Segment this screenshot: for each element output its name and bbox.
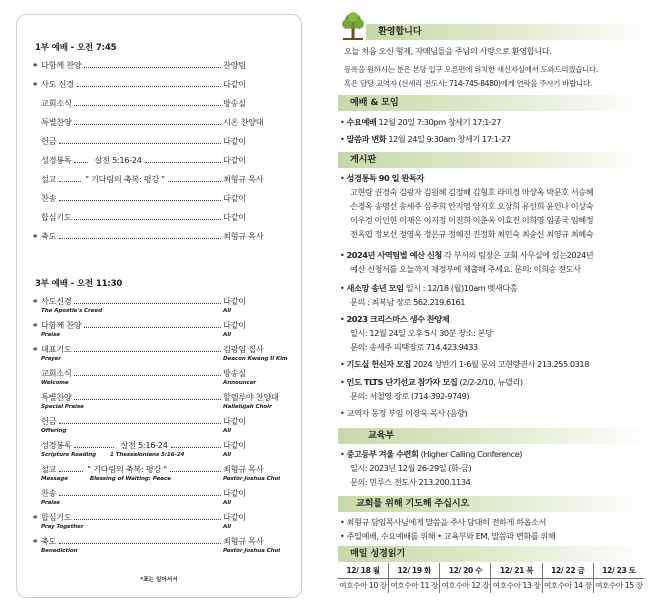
english-label: Praise	[41, 500, 60, 506]
english-label: Welcome	[41, 380, 69, 386]
reading-title: 성경통독 90 일 완독자	[346, 173, 424, 183]
service3-row	[33, 463, 287, 475]
english-label: Benediction	[41, 548, 78, 554]
english-label: Praise	[41, 332, 60, 338]
order-label: 다함께 찬양	[41, 60, 82, 70]
reading-day: 12/ 22 금	[542, 563, 593, 578]
service1-row	[33, 154, 287, 166]
dot-leader	[59, 423, 221, 424]
order-leader: 다같이	[223, 296, 246, 306]
order-leader: 다같이	[223, 193, 246, 203]
service3-row	[33, 487, 287, 499]
welcome-registration: 등록을 원하시는 분은 본당 입구 오른편에 위치한 새신자실에서 도와드리겠습니다.	[344, 65, 598, 74]
order-leader: 최형규 목사	[223, 231, 264, 241]
service1-row	[33, 230, 287, 242]
xmas-contact: 문의: 송세주 피택장로 714.423.9433	[350, 342, 478, 352]
order-label: 다함께 찬양	[41, 320, 82, 330]
order-label: 헌금	[41, 136, 57, 146]
worship-item-name: 말씀과 변화	[346, 134, 387, 144]
welcome-line: 오늘 처음 오신 형제, 자매님들을 주님의 사랑으로 환영합니다.	[344, 46, 552, 56]
dot-leader	[59, 543, 221, 544]
sermon-title: " 기다림의 축복: 평강 "	[87, 464, 167, 474]
english-label: Offering	[41, 428, 67, 434]
service3-row	[33, 415, 287, 427]
mission-title: 인도 TLTS 단기선교 참가자 모집	[346, 377, 458, 387]
service3-row	[33, 391, 287, 403]
english-label: Prayer	[41, 356, 61, 362]
youth-retreat-when: 일시: 2023년 12월 26-29일 (화-금)	[350, 463, 472, 473]
service3-english-row	[41, 452, 285, 462]
prayer-text: 주일예배, 수요예배를 위해 • 교육부와 EM, 말씀과 변화를 위해	[346, 531, 556, 541]
english-leader: All	[223, 332, 231, 338]
order-leader: 김광임 집사	[223, 344, 264, 354]
dot-leader	[59, 200, 221, 201]
dot-leader	[74, 303, 221, 304]
youth-retreat-subtitle: (Higher Calling Conference)	[418, 449, 523, 459]
sermon-title: " 기다림의 축복: 평강 "	[85, 174, 165, 184]
scripture-ref: 살전 5:16-24	[120, 440, 168, 450]
order-label: 합심기도	[41, 512, 72, 522]
dot-leader	[171, 447, 221, 448]
service3-row	[33, 343, 287, 355]
service3-row	[33, 511, 287, 523]
prayer-header: 교회를 위해 기도해 주십시오	[338, 496, 648, 512]
dot-leader	[74, 105, 221, 106]
service3-row	[33, 439, 287, 451]
order-label: 찬송	[41, 193, 57, 203]
service3-title: 3부 예배 - 오전 11:30	[35, 279, 123, 289]
order-leader: 시온 찬양대	[223, 117, 264, 127]
stand-mark: *	[33, 297, 37, 307]
reading-day: 12/ 21 목	[491, 563, 542, 578]
order-leader: 최형규 목사	[223, 174, 264, 184]
english-leader: All	[223, 308, 231, 314]
prayer-item: • 최형규 담임목사님에게 말씀을 주사 담대히 전하게 하옵소서	[340, 517, 546, 527]
order-leader: 다같이	[223, 320, 246, 330]
service3-english-row	[41, 428, 285, 438]
order-label: 설교	[41, 174, 57, 184]
reading-day: 12/ 23 토	[593, 563, 644, 578]
english-label: Scripture Reading	[41, 452, 96, 458]
reading-day: 12/ 18 월	[338, 563, 389, 578]
worship-item-detail: 12월 20일 7:30pm 창세기 17:1-27	[376, 117, 501, 127]
daily-reading-table	[338, 563, 644, 593]
reading-chapter: 여호수아 15 장	[593, 578, 644, 593]
order-label: 설교	[41, 464, 57, 474]
budget-contact: 예산 신청서를 오늘까지 재정부에 제출해 주세요. 문의: 이희승 전도사	[350, 264, 581, 274]
youth-retreat: • 중고등부 겨울 수련회 (Higher Calling Conference)	[340, 449, 523, 459]
dot-leader	[74, 162, 88, 163]
reading-names: 손경옥 송명선 송세주 심주희 안지영 양지호 오상희 유선희 윤인나 이상숙	[350, 201, 594, 211]
reading-day: 12/ 20 수	[440, 563, 491, 578]
order-label: 교회소식	[41, 368, 72, 378]
service3-row	[33, 535, 287, 547]
xmas-notice: • 2023 크리스마스 생수 찬양제	[340, 314, 450, 324]
order-label: 축도	[41, 536, 57, 546]
xmas-when: 일시: 12월 24일 오후 5시 30분 장소: 본당	[350, 328, 493, 338]
welcome-contact: 혹은 담당 교역자 (선세리 전도사: 714-745-8480)에게 연락을 주시기 바랍니다.	[344, 79, 592, 88]
service3-english-row	[41, 404, 285, 414]
order-leader: 최형규 목사	[223, 536, 264, 546]
order-label: 사도신경	[41, 296, 72, 306]
order-leader: 다같이	[223, 79, 246, 89]
order-label: 교회소식	[41, 98, 72, 108]
stand-mark: *	[33, 61, 37, 71]
youth-retreat-title: 중고등부 겨울 수련회	[346, 449, 419, 459]
reading-chapter: 여호수아 12 장	[440, 578, 491, 593]
order-label: 성경봉독	[41, 155, 72, 165]
dot-leader	[77, 86, 221, 87]
mission-notice: • 인도 TLTS 단기선교 참가자 모집 (2/2-2/10, 뉴델리)	[340, 377, 523, 387]
order-leader: 방송실	[223, 368, 246, 378]
reading-chapter: 여호수아 10 장	[339, 581, 387, 591]
order-leader: 다같이	[223, 488, 246, 498]
order-label: 대표기도	[41, 344, 72, 354]
order-leader: 다같이	[223, 212, 246, 222]
english-label: Pray Together	[41, 524, 84, 530]
worship-item-wednesday: • 수요예배 12월 20일 7:30pm 창세기 17:1-27	[340, 117, 501, 127]
english-label: The Apostle's Creed	[41, 308, 102, 314]
newyear-notice: • 새소망 송년 모임 일시 : 12/18 (월)10am 벳새다홀	[340, 283, 518, 293]
service3-english-row	[41, 380, 285, 390]
order-label: 사도 신경	[41, 79, 74, 89]
english-sermon-title: Blessing of Waiting: Peace	[89, 476, 171, 482]
service3-english-row	[41, 332, 285, 342]
order-label: 특별찬양	[41, 117, 72, 127]
order-leader: 할렐루야 찬양대	[223, 392, 279, 402]
service3-english-row	[41, 548, 285, 558]
dot-leader	[59, 181, 81, 182]
stand-mark: *	[33, 321, 37, 331]
dot-leader	[74, 219, 221, 220]
stand-mark: *	[33, 80, 37, 90]
mission-contact: 문의: 서철영 장로 (714-392-9749)	[350, 391, 470, 401]
service3-english-row	[41, 524, 285, 534]
english-label: Special Praise	[41, 404, 84, 410]
order-label: 성경봉독	[41, 440, 72, 450]
english-leader: Pastor Joshua Choi	[223, 548, 281, 554]
english-label: Message	[41, 476, 68, 482]
newyear-title: 새소망 송년 모임	[346, 283, 404, 293]
stand-mark: *	[33, 232, 37, 242]
dot-leader	[170, 471, 221, 472]
order-leader: 다같이	[223, 512, 246, 522]
daily-reading-header: 매일 성경읽기	[338, 546, 648, 562]
board-header: 게시판	[338, 152, 648, 168]
prayer-room-notice: • 기도실 헌신자 모집 2024 상반기 1-6월 문의 고현량권사 213.255.0318	[340, 359, 589, 369]
service1-row	[33, 173, 287, 185]
education-header: 교육부	[338, 428, 648, 444]
dot-leader	[74, 375, 221, 376]
service3-row	[33, 295, 287, 307]
service3-english-row	[41, 308, 285, 318]
service3-row	[33, 319, 287, 331]
english-leader: All	[223, 524, 231, 530]
worship-item-word: • 말씀과 변화 12월 24일 9:30am 창세기 17:1-27	[340, 134, 511, 144]
service3-english-row	[41, 356, 288, 366]
english-leader: All	[223, 428, 231, 434]
staff-text: 교역자 동정 부임 이장욱 목사 (음향)	[346, 408, 468, 418]
service3-english-row	[41, 500, 285, 510]
stand-mark: *	[33, 345, 37, 355]
dot-leader	[74, 447, 114, 448]
mission-text: (2/2-2/10, 뉴델리)	[457, 377, 523, 387]
reading-chapter: 여호수아 14 장	[542, 578, 593, 593]
daily-reading-days	[338, 563, 644, 578]
prayer-room-text: 2024 상반기 1-6월 문의 고현량권사 213.255.0318	[411, 359, 589, 369]
service1-row	[33, 78, 287, 90]
english-leader: Hallelujah Choir	[223, 404, 272, 410]
service1-row	[33, 116, 287, 128]
worship-item-name: 수요예배	[346, 117, 377, 127]
order-leader: 최형규 목사	[223, 464, 264, 474]
english-leader: All	[223, 500, 231, 506]
service1-row	[33, 97, 287, 109]
reading-names: 고현량 권경숙 김광자 김원혜 김정혜 김형호 라미경 마상옥 박문호 서승혜	[350, 187, 594, 197]
reading-head: • 성경통독 90 일 완독자	[340, 173, 424, 183]
dot-leader	[59, 238, 221, 239]
english-leader: All	[223, 452, 231, 458]
order-label: 축도	[41, 231, 57, 241]
reading-chapter: 여호수아 13 장	[491, 578, 542, 593]
dot-leader	[74, 124, 221, 125]
dot-leader	[168, 181, 221, 182]
order-label: 헌금	[41, 416, 57, 426]
order-leader: 다같이	[223, 416, 246, 426]
worship-header: 예배 & 모임	[338, 95, 648, 111]
order-leader: 다같이	[223, 155, 246, 165]
dot-leader	[84, 327, 221, 328]
dot-leader	[74, 399, 221, 400]
service1-title: 1부 예배 - 오전 7:45	[35, 43, 117, 53]
service3-english-row	[41, 476, 285, 486]
dot-leader	[59, 143, 221, 144]
order-label: 찬송	[41, 488, 57, 498]
service1-row	[33, 135, 287, 147]
order-of-worship-card	[16, 14, 302, 598]
dot-leader	[74, 519, 221, 520]
dot-leader	[145, 162, 221, 163]
dot-leader	[59, 471, 83, 472]
budget-text: 각 부서의 팀장은 교회 사무실에 있는2024년	[441, 250, 594, 260]
newyear-contact: 문의 : 최복남 장로 562.219.6161	[350, 297, 466, 307]
reading-chapter: 여호수아 11 장	[389, 578, 440, 593]
welcome-header: 환영합니다	[366, 24, 648, 40]
dot-leader	[59, 495, 221, 496]
prayer-item: • 주일예배, 수요예배를 위해 • 교육부와 EM, 말씀과 변화를 위해	[340, 531, 556, 541]
reading-names: 이우경 이인현 이재은 이지정 이진희 이춘옥 이효진 이희영 임종국 임혜정	[350, 215, 594, 225]
order-leader: 방송실	[223, 98, 246, 108]
prayer-text: 최형규 담임목사님에게 말씀을 주사 담대히 전하게 하옵소서	[346, 517, 546, 527]
daily-reading-chapters	[338, 578, 644, 593]
dot-leader	[84, 67, 221, 68]
english-scripture: 1 Thessalonians 5:16-24	[110, 452, 185, 458]
standing-footnote: *표는 일어서서	[140, 577, 178, 583]
english-leader: Deacon Kwang Il Kim	[223, 356, 288, 362]
english-leader: Announcer	[223, 380, 257, 386]
service1-row	[33, 211, 287, 223]
newyear-text: 일시 : 12/18 (월)10am 벳새다홀	[403, 283, 518, 293]
service1-row	[33, 59, 287, 71]
reading-day: 12/ 19 화	[389, 563, 440, 578]
service3-row	[33, 367, 287, 379]
reading-names: 전옥엽 정보선 정영옥 정은규 정혜진 진정화 최민숙 최숭신 최영규 최혜숙	[350, 229, 594, 239]
order-leader: 다같이	[223, 440, 246, 450]
order-label: 특별찬양	[41, 392, 72, 402]
dot-leader	[74, 351, 221, 352]
worship-item-detail: 12월 24일 9:30am 창세기 17:1-27	[386, 134, 511, 144]
budget-notice: • 2024년 사역팀별 예산 신청 각 부서의 팀장은 교회 사무실에 있는2024년	[340, 250, 594, 260]
budget-title: 2024년 사역팀별 예산 신청	[346, 250, 442, 260]
tree-icon	[339, 11, 367, 41]
service1-row	[33, 192, 287, 204]
english-leader: Pastor Joshua Choi	[223, 476, 281, 482]
xmas-title: 2023 크리스마스 생수 찬양제	[346, 314, 450, 324]
prayer-room-title: 기도실 헌신자 모집	[346, 359, 412, 369]
order-label: 합심기도	[41, 212, 72, 222]
stand-mark: *	[33, 513, 37, 523]
staff-notice: • 교역자 동정 부임 이장욱 목사 (음향)	[340, 408, 468, 418]
order-leader: 다같이	[223, 136, 246, 146]
scripture-ref: 살전 5:16-24	[94, 155, 142, 165]
stand-mark: *	[33, 537, 37, 547]
order-leader: 찬양팀	[223, 60, 246, 70]
youth-retreat-contact: 문의: 민루스 전도사 213.200.1134	[350, 477, 471, 487]
